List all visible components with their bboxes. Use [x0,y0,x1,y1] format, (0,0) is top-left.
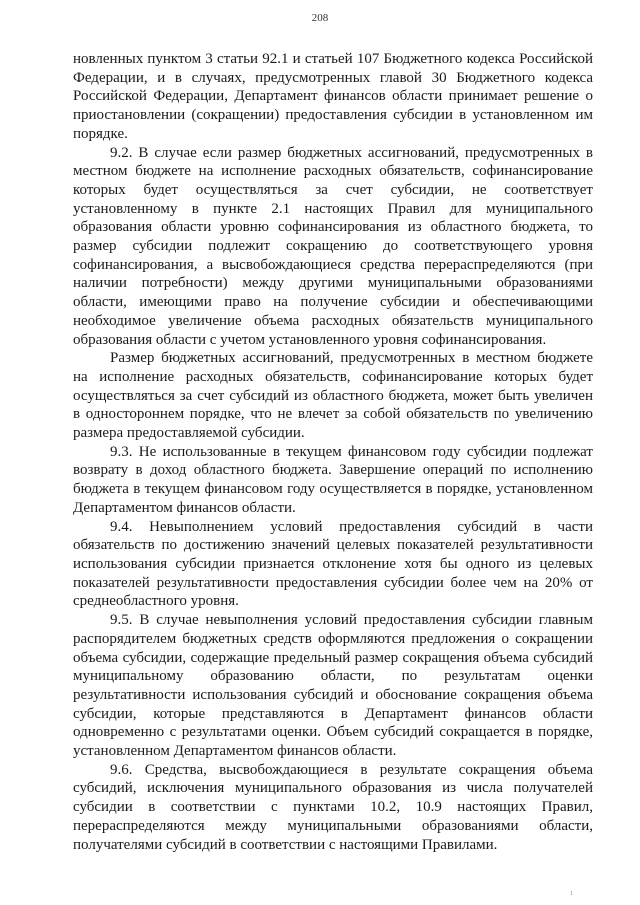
paragraph-continuation: новленных пунктом 3 статьи 92.1 и статьей 107 Бюджетного кодекса Российской Федерации, и в случаях, предусмотренных главой 30 Бюджетного кодекса Российской Федерации, Департамент финансов области принимает решение о приостановлении (сокращении) предоставления субсидии в установленном им порядке. [73,51,593,142]
paragraph-9-6: 9.6. Средства, высвобождающиеся в результате сокращения объема субсидий, исключения муниципального образования из числа получателей субсидии в соответствии с пунктами 10.2, 10.9 настоящих Правил, перераспределяются между муниципальными образованиями области, получателями субсидий в соответствии с настоящими Правилами. [73,761,593,853]
paragraph-9-4: 9.4. Невыполнением условий предоставления субсидий в части обязательств по достижению значений целевых показателей результативности использования субсидии признается отклонение хотя бы одного из целевых показателей результативности предоставления субсидии более чем на 20% от среднеобластного уровня. [73,518,593,610]
document-body [73,50,593,854]
corner-mark: 1 [570,891,573,897]
paragraph-9-2: 9.2. В случае если размер бюджетных ассигнований, предусмотренных в местном бюджете на исполнение расходных обязательств, софинансирование которых будет осуществляться за счет субсидии, не соответствует установленному в пункте 2.1 настоящих Правил для муниципального образования области уровню софинансирования из областного бюджета, то размер субсидии подлежит сокращению до соответствующего уровня софинансирования, а высвобождающиеся средства перераспределяются (при наличии потребности) между другими муниципальными образованиями области, имеющими право на получение субсидии и обеспечивающими необходимое увеличение объема расходных обязательств муниципального образования области с учетом установленного уровня софинансирования. [73,144,593,348]
paragraph-budget-allocation: Размер бюджетных ассигнований, предусмотренных в местном бюджете на исполнение расходных обязательств, софинансирование которых будет осуществляться за счет субсидий из областного бюджета, может быть увеличен в одностороннем порядке, что не влечет за собой обязательств по увеличению размера предоставляемой субсидии. [73,350,593,442]
paragraph-9-3: 9.3. Не использованные в текущем финансовом году субсидии подлежат возврату в доход областного бюджета. Завершение операций по исполнению бюджета в текущем финансовом году осуществляется в порядке, установленном Департаментом финансов области. [73,443,593,516]
page-number: 208 [311,12,329,24]
paragraph-9-5: 9.5. В случае невыполнения условий предоставления субсидии главным распорядителем бюджетных средств оформляются предложения о сокращении объема субсидии, содержащие предельный размер сокращения объема субсидий муниципальному образованию области, по результатам оценки результативности использования субсидий и обоснование сокращения объема субсидии, которые представляются в Департамент финансов области одновременно с результатами оценки. Объем субсидий сокращается в порядке, установленном Департаментом финансов области. [73,612,593,760]
